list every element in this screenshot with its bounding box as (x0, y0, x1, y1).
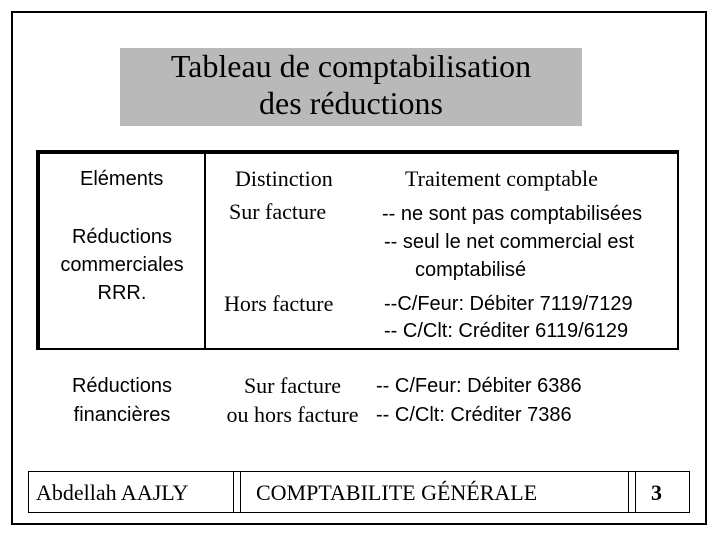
footer-author: Abdellah AAJLY (36, 480, 189, 505)
fin-distinction-1: Sur facture (243, 373, 342, 398)
rrr-hors-treatment-1: --C/Feur: Débiter 7119/7129 (384, 293, 633, 315)
header-elements: Eléments (80, 168, 164, 190)
fin-treatment-2: -- C/Clt: Créditer 7386 (376, 404, 572, 426)
footer-divider-right (628, 471, 629, 513)
rrr-label-1: Réductions (71, 226, 173, 248)
footer-divider-right-2 (635, 471, 636, 513)
page-number: 3 (651, 480, 662, 505)
header-traitement: Traitement comptable (405, 166, 598, 191)
rrr-hors-facture: Hors facture (224, 291, 334, 316)
title-line-1: Tableau de comptabilisation (170, 48, 532, 84)
rrr-sur-facture: Sur facture (229, 199, 327, 224)
slide-title (120, 48, 582, 126)
fin-label-2: financières (73, 404, 171, 426)
rrr-label-2: commerciales (60, 254, 184, 276)
footer-course: COMPTABILITE GÉNÉRALE (256, 480, 538, 505)
rrr-sur-treatment-3: comptabilisé (415, 259, 527, 281)
table-column-divider (204, 150, 206, 350)
table-right-border (677, 150, 679, 350)
fin-treatment-1: -- C/Feur: Débiter 6386 (376, 375, 582, 397)
footer-divider-left (233, 471, 234, 513)
title-line-2: des réductions (259, 85, 443, 121)
rrr-hors-treatment-2: -- C/Clt: Créditer 6119/6129 (384, 320, 629, 342)
table-divider-row (36, 348, 679, 350)
rrr-label-3: RRR. (97, 282, 147, 304)
table-top-border (36, 150, 679, 154)
footer-divider-left-2 (240, 471, 241, 513)
rrr-sur-treatment-1: -- ne sont pas comptabilisées (382, 203, 643, 225)
header-distinction: Distinction (235, 166, 333, 191)
rrr-sur-treatment-2: -- seul le net commercial est (384, 231, 635, 253)
fin-distinction-2: ou hors facture (226, 402, 359, 427)
fin-label-1: Réductions (71, 375, 173, 397)
